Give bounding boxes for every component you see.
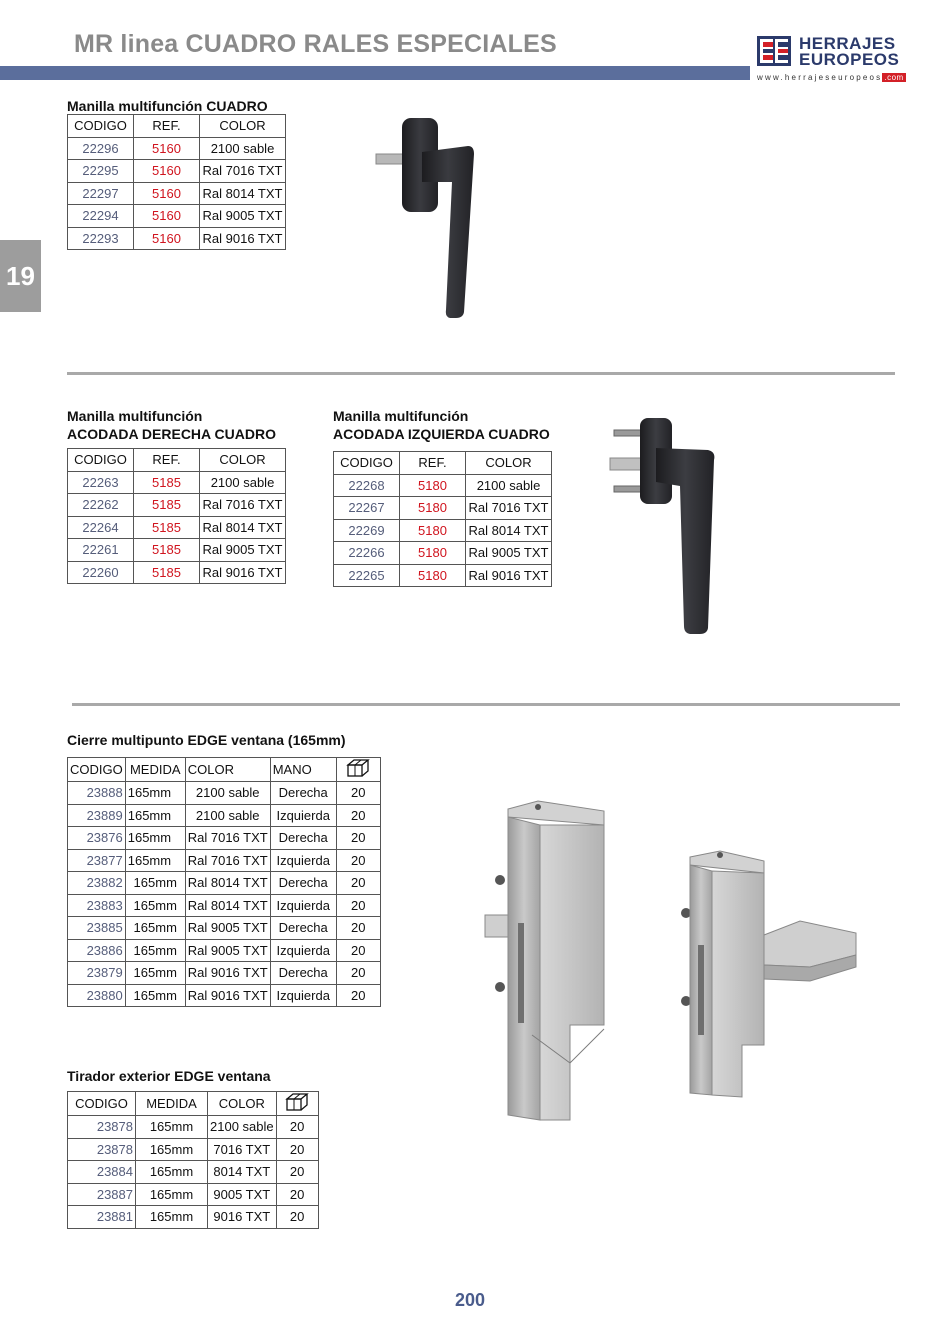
box-icon: [345, 758, 371, 778]
color-cell: Ral 8014 TXT: [200, 182, 286, 205]
section4-title: Cierre multipunto EDGE ventana (165mm): [67, 732, 346, 748]
qty-cell: 20: [276, 1116, 318, 1139]
mano-cell: Derecha: [270, 917, 336, 940]
color-cell: Ral 7016 TXT: [466, 497, 552, 520]
mano-cell: Derecha: [270, 782, 336, 805]
code-cell: 22263: [68, 471, 134, 494]
medida-cell: 165mm: [136, 1138, 208, 1161]
code-cell: 23886: [68, 939, 126, 962]
section-divider: [72, 703, 900, 706]
ref-cell: 5180: [400, 564, 466, 587]
ref-cell: 5185: [134, 561, 200, 584]
color-cell: Ral 9005 TXT: [200, 205, 286, 228]
color-cell: Ral 7016 TXT: [185, 849, 270, 872]
medida-cell: 165mm: [136, 1116, 208, 1139]
code-cell: 22260: [68, 561, 134, 584]
col-header: REF.: [134, 449, 200, 472]
col-header: CODIGO: [68, 1092, 136, 1116]
table-row: [68, 894, 381, 917]
col-header: COLOR: [466, 452, 552, 475]
medida-cell: 165mm: [136, 1183, 208, 1206]
medida-cell: 165mm: [136, 1206, 208, 1229]
code-cell: 22295: [68, 160, 134, 183]
col-header: COLOR: [200, 449, 286, 472]
brand-logo: [752, 30, 902, 90]
table-row: [68, 804, 381, 827]
table-row: [68, 516, 286, 539]
color-cell: 9016 TXT: [208, 1206, 277, 1229]
color-cell: Ral 9016 TXT: [185, 984, 270, 1007]
ref-cell: 5180: [400, 474, 466, 497]
medida-cell: 165mm: [125, 872, 185, 895]
code-cell: 22267: [334, 497, 400, 520]
col-header: CODIGO: [68, 758, 126, 782]
col-header: MEDIDA: [125, 758, 185, 782]
ref-cell: 5160: [134, 182, 200, 205]
color-cell: Ral 8014 TXT: [200, 516, 286, 539]
handle-cuadro-image: [370, 112, 490, 327]
table-row: [68, 872, 381, 895]
table-row: [68, 494, 286, 517]
medida-cell: 165mm: [125, 984, 185, 1007]
code-cell: 22296: [68, 137, 134, 160]
section3-table: [333, 451, 552, 587]
table-row: [68, 160, 286, 183]
table-row: [68, 1116, 319, 1139]
medida-cell: 165mm: [125, 849, 185, 872]
table-row: [68, 827, 381, 850]
mano-cell: Derecha: [270, 962, 336, 985]
qty-cell: 20: [336, 782, 380, 805]
mano-cell: Izquierda: [270, 984, 336, 1007]
handle-acodada-image: [600, 412, 730, 647]
table-row: [68, 849, 381, 872]
color-cell: 9005 TXT: [208, 1183, 277, 1206]
qty-cell: 20: [336, 917, 380, 940]
code-cell: 23889: [68, 804, 126, 827]
qty-cell: 20: [336, 984, 380, 1007]
code-cell: 22262: [68, 494, 134, 517]
qty-cell: 20: [276, 1138, 318, 1161]
page-title: MR linea CUADRO RALES ESPECIALES: [74, 30, 557, 58]
brand-url: [757, 73, 906, 82]
table-row: [68, 1183, 319, 1206]
code-cell: 23880: [68, 984, 126, 1007]
col-header: REF.: [400, 452, 466, 475]
qty-cell: 20: [276, 1206, 318, 1229]
ref-cell: 5185: [134, 471, 200, 494]
box-header: [336, 758, 380, 782]
code-cell: 22269: [334, 519, 400, 542]
color-cell: Ral 9016 TXT: [200, 561, 286, 584]
brand-name-line2: EUROPEOS: [799, 50, 900, 69]
box-header: [276, 1092, 318, 1116]
table-row: [334, 519, 552, 542]
section5-title: Tirador exterior EDGE ventana: [67, 1068, 271, 1084]
code-cell: 22265: [334, 564, 400, 587]
ref-cell: 5185: [134, 539, 200, 562]
table-row: [334, 474, 552, 497]
section2-table: [67, 448, 286, 584]
logo-mark-icon: [757, 36, 791, 66]
table-row: [68, 984, 381, 1007]
mano-cell: Derecha: [270, 872, 336, 895]
section1-table: [67, 114, 286, 250]
table-row: [68, 1206, 319, 1229]
color-cell: Ral 8014 TXT: [185, 872, 270, 895]
ref-cell: 5160: [134, 137, 200, 160]
color-cell: 8014 TXT: [208, 1161, 277, 1184]
brand-url-suffix: .com: [884, 73, 904, 82]
section3-title-line1: Manilla multifunción: [333, 408, 469, 424]
code-cell: 22293: [68, 227, 134, 250]
medida-cell: 165mm: [125, 894, 185, 917]
code-cell: 23885: [68, 917, 126, 940]
code-cell: 23887: [68, 1183, 136, 1206]
color-cell: Ral 8014 TXT: [466, 519, 552, 542]
code-cell: 23878: [68, 1138, 136, 1161]
section5-table: [67, 1091, 319, 1229]
code-cell: 22264: [68, 516, 134, 539]
medida-cell: 165mm: [125, 939, 185, 962]
color-cell: Ral 9016 TXT: [200, 227, 286, 250]
table-row: [68, 227, 286, 250]
col-header: CODIGO: [334, 452, 400, 475]
ref-cell: 5160: [134, 227, 200, 250]
ref-cell: 5160: [134, 160, 200, 183]
qty-cell: 20: [336, 804, 380, 827]
code-cell: 22266: [334, 542, 400, 565]
chapter-tab: 19: [0, 240, 41, 312]
table-row: [334, 564, 552, 587]
col-header: COLOR: [200, 115, 286, 138]
color-cell: Ral 8014 TXT: [185, 894, 270, 917]
table-row: [334, 497, 552, 520]
col-header: CODIGO: [68, 449, 134, 472]
col-header: CODIGO: [68, 115, 134, 138]
table-row: [68, 137, 286, 160]
medida-cell: 165mm: [136, 1161, 208, 1184]
color-cell: 2100 sable: [466, 474, 552, 497]
color-cell: 2100 sable: [185, 804, 270, 827]
color-cell: Ral 9005 TXT: [185, 939, 270, 962]
section3-title-line2: ACODADA IZQUIERDA CUADRO: [333, 426, 550, 442]
edge-hardware-image: [480, 795, 870, 1130]
qty-cell: 20: [336, 962, 380, 985]
qty-cell: 20: [276, 1161, 318, 1184]
section2-title-line1: Manilla multifunción: [67, 408, 203, 424]
medida-cell: 165mm: [125, 804, 185, 827]
table-row: [68, 1161, 319, 1184]
ref-cell: 5180: [400, 497, 466, 520]
mano-cell: Izquierda: [270, 849, 336, 872]
col-header: MANO: [270, 758, 336, 782]
code-cell: 23883: [68, 894, 126, 917]
col-header: COLOR: [208, 1092, 277, 1116]
table-row: [68, 782, 381, 805]
medida-cell: 165mm: [125, 917, 185, 940]
box-icon: [284, 1092, 310, 1112]
qty-cell: 20: [276, 1183, 318, 1206]
col-header: COLOR: [185, 758, 270, 782]
color-cell: 7016 TXT: [208, 1138, 277, 1161]
ref-cell: 5180: [400, 542, 466, 565]
page-number: 200: [454, 1290, 486, 1310]
col-header: MEDIDA: [136, 1092, 208, 1116]
table-row: [334, 542, 552, 565]
code-cell: 22294: [68, 205, 134, 228]
table-row: [68, 539, 286, 562]
mano-cell: Izquierda: [270, 939, 336, 962]
ref-cell: 5180: [400, 519, 466, 542]
table-row: [68, 471, 286, 494]
color-cell: Ral 9016 TXT: [185, 962, 270, 985]
mano-cell: Derecha: [270, 827, 336, 850]
color-cell: Ral 9016 TXT: [466, 564, 552, 587]
medida-cell: 165mm: [125, 827, 185, 850]
code-cell: 23881: [68, 1206, 136, 1229]
color-cell: Ral 7016 TXT: [200, 494, 286, 517]
table-row: [68, 939, 381, 962]
code-cell: 22261: [68, 539, 134, 562]
ref-cell: 5185: [134, 494, 200, 517]
section-divider: [67, 372, 895, 375]
ref-cell: 5185: [134, 516, 200, 539]
mano-cell: Izquierda: [270, 804, 336, 827]
code-cell: 23879: [68, 962, 126, 985]
brand-url-main: www.herrajeseuropeos: [757, 73, 883, 82]
table-row: [68, 962, 381, 985]
medida-cell: 165mm: [125, 782, 185, 805]
table-row: [68, 1138, 319, 1161]
qty-cell: 20: [336, 849, 380, 872]
section4-table: [67, 757, 381, 1007]
color-cell: 2100 sable: [200, 137, 286, 160]
color-cell: Ral 9005 TXT: [185, 917, 270, 940]
qty-cell: 20: [336, 939, 380, 962]
section1-title: Manilla multifunción CUADRO: [67, 98, 268, 114]
table-row: [68, 561, 286, 584]
color-cell: Ral 7016 TXT: [185, 827, 270, 850]
qty-cell: 20: [336, 872, 380, 895]
ref-cell: 5160: [134, 205, 200, 228]
color-cell: 2100 sable: [200, 471, 286, 494]
color-cell: Ral 9005 TXT: [466, 542, 552, 565]
code-cell: 23884: [68, 1161, 136, 1184]
table-row: [68, 205, 286, 228]
color-cell: 2100 sable: [208, 1116, 277, 1139]
brand-name-line1: HERRAJES: [799, 34, 896, 53]
code-cell: 23877: [68, 849, 126, 872]
color-cell: Ral 9005 TXT: [200, 539, 286, 562]
color-cell: Ral 7016 TXT: [200, 160, 286, 183]
code-cell: 23876: [68, 827, 126, 850]
code-cell: 22297: [68, 182, 134, 205]
medida-cell: 165mm: [125, 962, 185, 985]
col-header: REF.: [134, 115, 200, 138]
section2-title-line2: ACODADA DERECHA CUADRO: [67, 426, 276, 442]
color-cell: 2100 sable: [185, 782, 270, 805]
table-row: [68, 182, 286, 205]
qty-cell: 20: [336, 894, 380, 917]
code-cell: 23878: [68, 1116, 136, 1139]
code-cell: 22268: [334, 474, 400, 497]
table-row: [68, 917, 381, 940]
code-cell: 23882: [68, 872, 126, 895]
title-bar: [0, 66, 750, 80]
code-cell: 23888: [68, 782, 126, 805]
mano-cell: Izquierda: [270, 894, 336, 917]
qty-cell: 20: [336, 827, 380, 850]
